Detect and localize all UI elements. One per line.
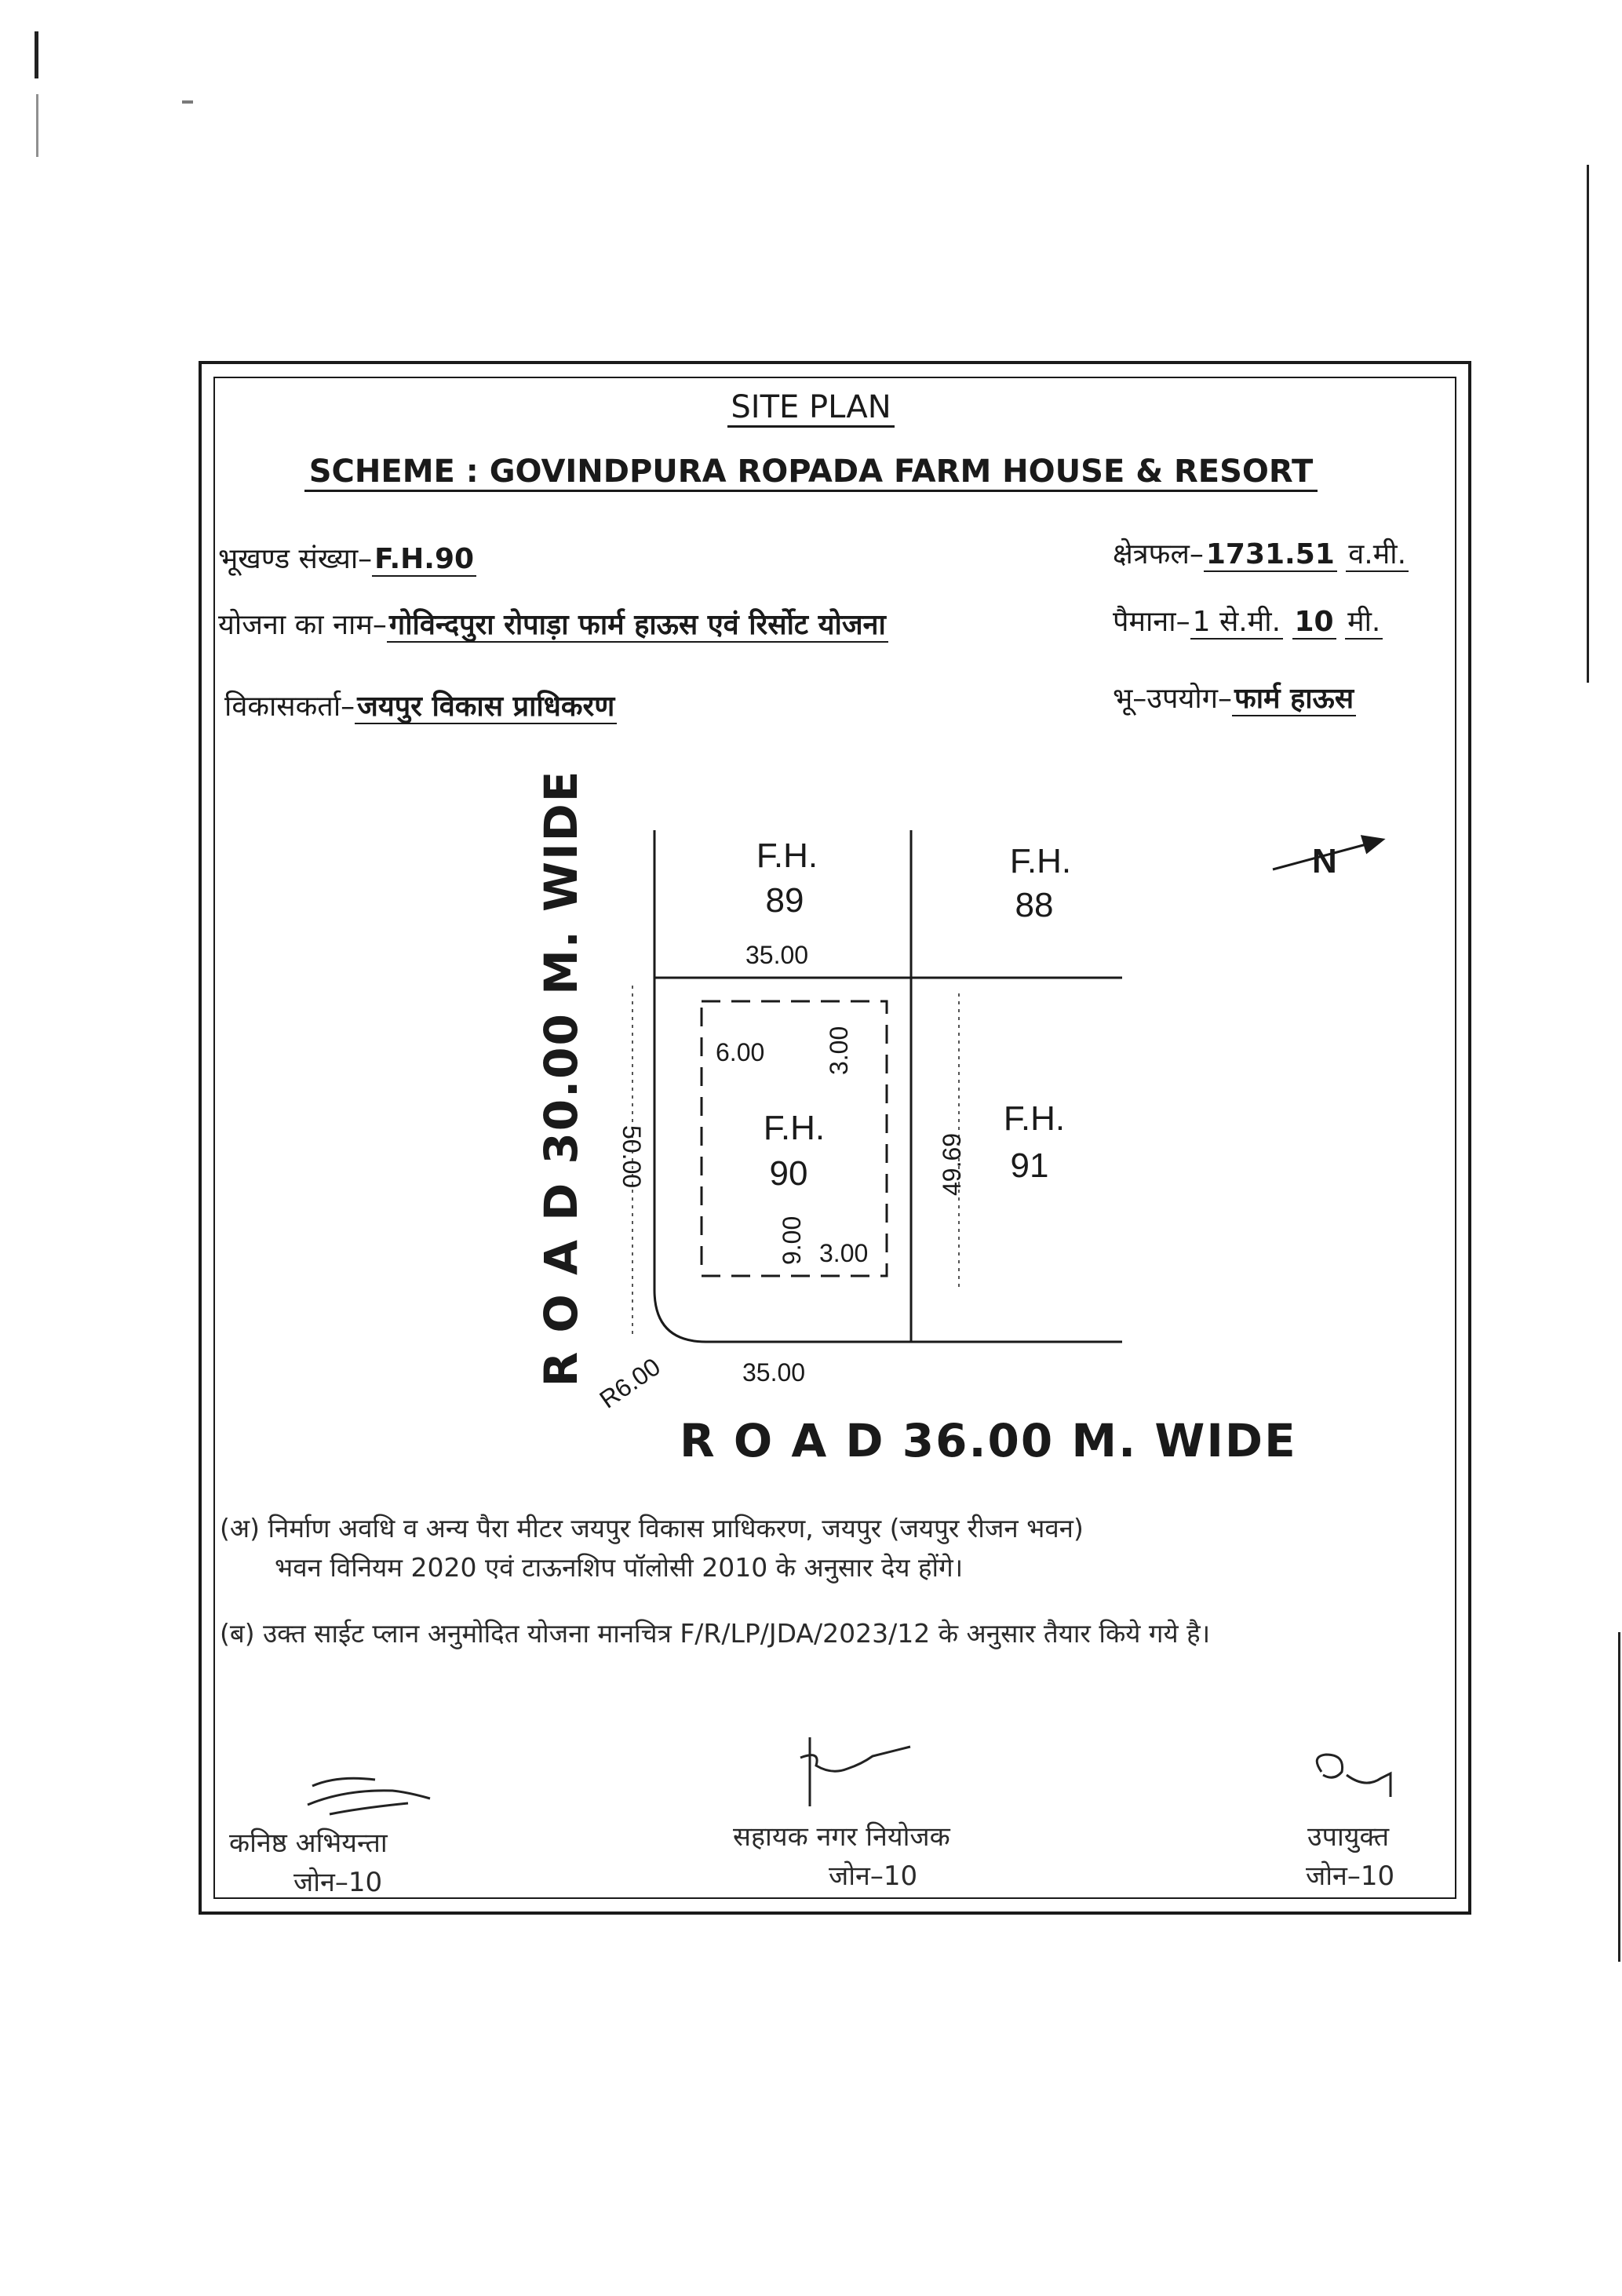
note-b: (ब) उक्त साईट प्लान अनुमोदित योजना मानचित्र F/R/LP/JDA/2023/12 के अनुसार तैयार किये गये है। bbox=[220, 1618, 1211, 1649]
dim-corner-radius: R6.00 bbox=[594, 1352, 665, 1414]
junior-engineer-signature bbox=[308, 1778, 430, 1814]
area-value: 1731.51 bbox=[1204, 538, 1337, 572]
fh90-label-2: 90 bbox=[769, 1154, 808, 1193]
junior-engineer-title: कनिष्ठ अभियन्ता bbox=[229, 1828, 388, 1859]
plot-number-label: भूखण्ड संख्या– bbox=[218, 543, 373, 575]
deputy-commissioner-zone: जोन–10 bbox=[1306, 1860, 1395, 1892]
fh91-label-2: 91 bbox=[1010, 1146, 1049, 1185]
developer-label: विकासकर्ता– bbox=[224, 691, 355, 723]
dim-setback-right: 3.00 bbox=[819, 1239, 869, 1267]
fh88-label-1: F.H. bbox=[1009, 842, 1072, 880]
plot-number-value: F.H.90 bbox=[372, 543, 476, 577]
dim-bottom-width: 35.00 bbox=[742, 1358, 806, 1387]
north-label: N bbox=[1312, 842, 1337, 880]
scale-value-1: 1 से.मी. bbox=[1190, 606, 1283, 640]
page-title: SITE PLAN bbox=[0, 389, 1622, 425]
scheme-name-value: गोविन्दपुरा रोपाड़ा फार्म हाऊस एवं रिर्सोट योजना bbox=[387, 609, 888, 643]
deputy-commissioner-title: उपायुक्त bbox=[1307, 1821, 1390, 1853]
scale-value-2: 10 bbox=[1292, 606, 1336, 640]
area-label: क्षेत्रफल– bbox=[1113, 538, 1204, 570]
fh89-label-2: 89 bbox=[765, 881, 804, 920]
scale-label: पैमाना– bbox=[1113, 606, 1190, 638]
fh91-label-1: F.H. bbox=[1003, 1099, 1066, 1138]
land-use-value: फार्म हाऊस bbox=[1232, 683, 1356, 716]
note-a-line-1: (अ) निर्माण अवधि व अन्य पैरा मीटर जयपुर विकास प्राधिकरण, जयपुर (जयपुर रीजन भवन) bbox=[220, 1513, 1084, 1543]
fh89-label-1: F.H. bbox=[756, 836, 818, 875]
deputy-signature bbox=[1317, 1755, 1391, 1797]
dim-right-depth: 49.69 bbox=[938, 1132, 966, 1196]
area-unit: व.मी. bbox=[1346, 538, 1409, 572]
developer-value: जयपुर विकास प्राधिकरण bbox=[355, 691, 617, 724]
scale-unit: मी. bbox=[1345, 606, 1383, 640]
asst-planner-signature bbox=[800, 1737, 910, 1806]
note-a-line-2: भवन विनियम 2020 एवं टाऊनशिप पॉलोसी 2010 के अनुसार देय होंगे। bbox=[275, 1552, 964, 1583]
asst-planner-zone: जोन–10 bbox=[829, 1860, 918, 1892]
scheme-title: SCHEME : GOVINDPURA ROPADA FARM HOUSE & RESORT bbox=[0, 454, 1622, 490]
dim-setback-top: 3.00 bbox=[825, 1026, 853, 1075]
scheme-name-label: योजना का नाम– bbox=[218, 609, 387, 641]
road-30m-label: R O A D 30.00 M. WIDE bbox=[534, 769, 588, 1387]
land-use-label: भू–उपयोग– bbox=[1113, 683, 1232, 715]
dim-left-depth: 50.00 bbox=[618, 1125, 646, 1189]
dim-top-width: 35.00 bbox=[745, 941, 809, 969]
dim-setback-left: 6.00 bbox=[716, 1038, 765, 1066]
fh90-label-1: F.H. bbox=[763, 1109, 826, 1147]
fh88-label-2: 88 bbox=[1015, 886, 1054, 924]
junior-engineer-zone: जोन–10 bbox=[293, 1867, 383, 1898]
road-36m-label: R O A D 36.00 M. WIDE bbox=[680, 1414, 1297, 1467]
dim-setback-bottom: 9.00 bbox=[778, 1215, 806, 1265]
asst-planner-title: सहायक नगर नियोजक bbox=[733, 1821, 950, 1853]
